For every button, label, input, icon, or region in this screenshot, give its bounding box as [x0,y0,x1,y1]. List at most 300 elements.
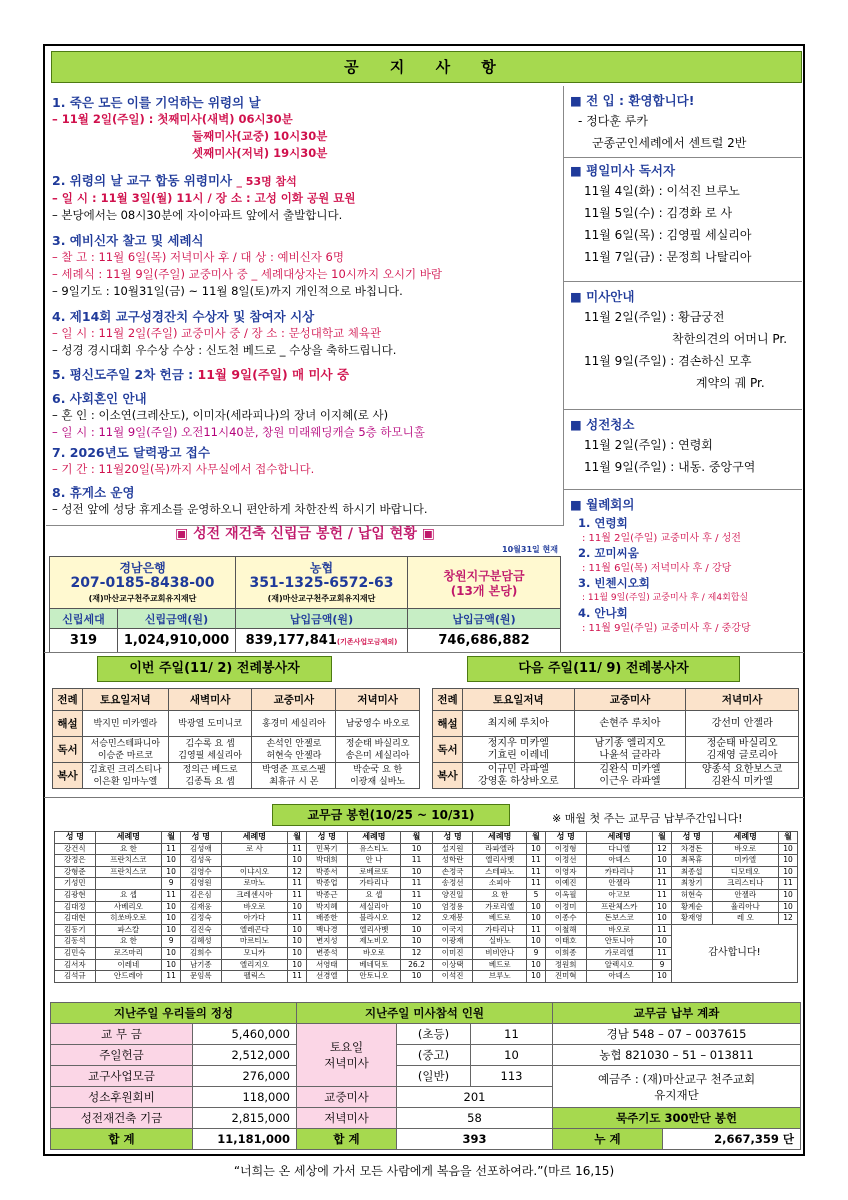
baptism-name: 크리스티나 [712,878,779,890]
baptism-name: 이냐시오 [221,866,288,878]
dues-col-header: 성 명 [432,832,473,844]
attendance-group: (초등) [397,1024,471,1045]
baptism-name: 다니엘 [586,843,653,855]
attendance-count: 58 [397,1108,553,1129]
baptism-name: 크레센시아 [221,889,288,901]
side-line: 11월 9일(주일) : 겸손하신 모후 [584,354,752,368]
dues-col-header: 세례명 [473,832,527,844]
offering-value: 2,815,000 [193,1108,297,1129]
server-row [53,737,420,763]
server-row [433,737,799,763]
baptism-name: 로마노 [221,878,288,890]
attendance-count: 201 [397,1087,553,1108]
finance-table [50,1002,801,1150]
col-header: 전례 [433,689,463,711]
month-count: 10 [653,971,672,983]
member-name: 설지원 [432,843,473,855]
paid-amount-note: (기존사업모금제외) [336,638,398,646]
baptism-name: 사베리오 [95,901,162,913]
dues-col-header: 세례명 [586,832,653,844]
notice-item-8 [52,484,564,518]
notice-line: 셋째미사(저녁) 19시30분 [192,146,328,160]
baptism-name: 안젤라 [586,878,653,890]
member-name: 이정선 [545,855,586,867]
building-fund-table [49,556,561,653]
month-count: 10 [779,855,798,867]
member-name: 강건식 [55,843,96,855]
member-name: 이희종 [545,947,586,959]
month-count: 11 [288,971,307,983]
month-count: 11 [162,843,181,855]
baptism-name: 엘리사벳 [473,855,527,867]
account-holder: (재)마산교구천주교회유지재단 [88,594,197,603]
baptism-name: 요 한 [95,843,162,855]
dues-col-header: 월 [162,832,181,844]
meeting-detail: : 11월 2일(주일) 교중미사 후 / 성전 [582,533,741,544]
member-name: 박종근 [307,889,348,901]
baptism-name: 안토니아 [586,936,653,948]
district-share-cell [408,557,561,609]
account-holder: (재)마산교구천주교회유지재단 [267,594,376,603]
dues-col-header: 성 명 [181,832,222,844]
month-count: 10 [162,901,181,913]
dues-col-header: 월 [653,832,672,844]
offering-value: 276,000 [193,1066,297,1087]
server-names: 박영준 프로스펠 최휴규 시 몬 [252,763,336,789]
member-name: 김서자 [55,959,96,971]
member-name: 변종석 [307,947,348,959]
month-count: 11 [653,866,672,878]
side-line: 11월 2일(주일) : 황금궁전 [584,310,725,324]
role-label: 해설 [433,711,463,737]
baptism-name: 가타리나 [347,878,401,890]
account-number: 351-1325-6572-63 [249,575,394,591]
monthly-meeting-section [564,490,802,652]
month-count: 11 [401,889,433,901]
member-name: 김영수 [181,866,222,878]
dues-col-header: 성 명 [545,832,586,844]
month-count: 10 [162,924,181,936]
baptism-name: 소피아 [473,878,527,890]
server-row [53,763,420,789]
month-count: 12 [401,913,433,925]
member-name: 송정선 [432,878,473,890]
server-names: 양종석 요한보스코 김완식 미카엘 [686,763,799,789]
col-header: 저녁미사 [336,689,420,711]
notice-item-3 [52,232,564,300]
baptism-name: 라파엘라 [473,843,527,855]
dues-col-header: 월 [288,832,307,844]
offering-value: 5,460,000 [193,1024,297,1045]
member-name: 김정숙 [181,913,222,925]
section-heading: ■ 전 입 : 환영합니다! [570,93,695,108]
notice-line: – 일 시 : 11월 9일(주일) 오전11시40분, 창원 미래웨딩캐슬 5층 하모니홀 [52,425,425,439]
month-count: 10 [288,959,307,971]
role-label: 복사 [433,763,463,789]
attendance-total-value: 393 [397,1129,553,1150]
month-count: 10 [527,959,546,971]
member-name: 김진숙 [181,924,222,936]
baptism-name: 아녜스 [586,971,653,983]
baptism-name: 로베르또 [347,866,401,878]
server-row [53,711,420,737]
month-count: 11 [653,889,672,901]
baptism-name: 마르티노 [221,936,288,948]
col-header: 교중미사 [252,689,336,711]
baptism-name: 바오로 [586,924,653,936]
side-line: 착한의견의 어머니 Pr. [672,332,788,346]
notice-line: – 기 간 : 11월20일(목)까지 사무실에서 접수합니다. [52,462,315,476]
dues-col-header: 성 명 [55,832,96,844]
role-label: 복사 [53,763,83,789]
baptism-name: 로즈마리 [95,947,162,959]
baptism-name: 안 나 [347,855,401,867]
month-count: 9 [527,947,546,959]
member-name: 서영태 [307,959,348,971]
attendance-title: 지난주일 미사참석 인원 [297,1003,553,1024]
member-name: 진미혁 [545,971,586,983]
dues-col-header: 세례명 [712,832,779,844]
month-count: 10 [653,901,672,913]
notice-item-1 [52,94,564,162]
server-names: 김수록 요 셉 김영필 세실리아 [168,737,252,763]
baptism-name: 프란치스코 [95,866,162,878]
attendance-count: 113 [471,1066,553,1087]
section-heading: ■ 성전청소 [570,417,635,432]
weekday-readers-section [564,158,802,282]
month-count: 11 [653,878,672,890]
month-count: 10 [162,959,181,971]
dues-col-header: 성 명 [671,832,712,844]
notice-line: – 혼 인 : 이소연(크레산도), 이미자(세라피나)의 장녀 이지혜(로 사) [52,408,389,422]
member-name: 박대희 [307,855,348,867]
month-count: 10 [401,924,433,936]
member-name: 강정은 [55,855,96,867]
dues-note: ※ 매월 첫 주는 교무금 납부주간입니다! [552,812,743,825]
attendance-group: (일반) [397,1066,471,1087]
month-count: 10 [779,901,798,913]
offering-value: 2,512,000 [193,1045,297,1066]
col-header: 교중미사 [574,689,686,711]
member-name: 황계순 [671,901,712,913]
member-name: 김동석 [55,936,96,948]
month-count: 10 [401,936,433,948]
month-count: 11 [779,878,798,890]
month-count: 10 [653,936,672,948]
attendance-count: 11 [471,1024,553,1045]
month-count: 11 [527,924,546,936]
side-line: 11월 4일(화) : 이석진 브루노 [584,184,740,198]
notice-heading-tail: _ 53명 참석 [236,175,297,188]
notice-heading: 2. 위령의 날 교구 합동 위령미사 [52,173,233,188]
offering-title: 지난주일 우리들의 정성 [51,1003,297,1024]
baptism-name: 브루노 [473,971,527,983]
server-names: 정지우 미카엘 기효린 이레네 [462,737,574,763]
member-name: 최창기 [671,878,712,890]
member-name: 이미진 [432,947,473,959]
notice-heading: 3. 예비신자 찰고 및 세례식 [52,233,204,248]
offering-label: 교구사업모금 [51,1066,193,1087]
month-count: 11 [288,843,307,855]
member-name: 배종한 [307,913,348,925]
col-header: 저녁미사 [686,689,799,711]
member-name: 박지혜 [307,901,348,913]
server-names: 박광열 도미니코 [168,711,252,737]
month-count: 10 [288,947,307,959]
attendance-count: 10 [471,1045,553,1066]
month-count: 5 [527,889,546,901]
member-name: 김광현 [55,889,96,901]
rosary-title: 묵주기도 300만단 봉헌 [553,1108,801,1129]
side-line: 11월 6일(목) : 김영필 세실리아 [584,228,752,242]
offering-value: 118,000 [193,1087,297,1108]
member-name: 선경엘 [307,971,348,983]
notice-heading: 7. 2026년도 달력광고 접수 [52,445,210,460]
server-names: 정순태 바실리오 송은미 세실리아 [336,737,420,763]
household-count: 319 [50,629,118,653]
baptism-name: 요 한 [473,889,527,901]
member-name: 최복휴 [671,855,712,867]
month-count: 10 [527,901,546,913]
notice-heading: 8. 휴게소 운영 [52,485,135,500]
member-name: 이국지 [432,924,473,936]
baptism-name: 가로리엘 [586,947,653,959]
side-line: - 정다훈 루카 [578,114,648,128]
notice-item-7 [52,444,564,478]
month-count: 11 [162,971,181,983]
member-name: 허현숙 [671,889,712,901]
baptism-name [95,878,162,890]
notice-section [46,86,564,526]
moving-in-section [564,86,802,158]
baptism-name: 세실리아 [347,901,401,913]
month-count: 9 [162,936,181,948]
notice-line: – 9일기도 : 10월31일(금) ~ 11월 8일(토)까지 개인적으로 바칩니다. [52,284,403,298]
notice-line: – 찰 고 : 11월 6일(목) 저녁미사 후 / 대 상 : 예비신자 6명 [52,250,344,264]
member-name: 문임록 [181,971,222,983]
member-name: 기성민 [55,878,96,890]
server-names: 홍경미 세실리아 [252,711,336,737]
next-week-servers-title: 다음 주일(11/ 9) 전례봉사자 [467,656,740,682]
baptism-name: 히쏘바오로 [95,913,162,925]
member-name: 엄정용 [432,901,473,913]
baptism-name: 제노비오 [347,936,401,948]
month-count: 11 [288,878,307,890]
month-count: 11 [653,924,672,936]
col-header: 납입금액(원) [408,609,561,629]
notice-line: – 일 시 : 11월 2일(주일) 교중미사 중 / 장 소 : 문성대학교 체육관 [52,326,382,340]
baptism-name: 요 셉 [95,889,162,901]
member-name: 오재봉 [432,913,473,925]
notice-heading: 5. 평신도주일 2차 헌금 : [52,367,194,382]
bank-name: 경남은행 [119,561,166,575]
member-name: 민복기 [307,843,348,855]
baptism-name: 베드로 [473,913,527,925]
month-count: 10 [288,901,307,913]
notice-item-2 [52,172,564,224]
member-name: 이태호 [545,936,586,948]
server-names: 정의근 베드로 김종특 요 셉 [168,763,252,789]
dues-row [55,924,798,936]
attendance-label: 교중미사 [297,1087,397,1108]
server-names: 서승민스테파니아 이승준 마르코 [82,737,168,763]
month-count: 12 [401,947,433,959]
baptism-name: 바오로 [712,843,779,855]
notice-heading: 1. 죽은 모든 이를 기억하는 위령의 날 [52,95,261,110]
notice-line: – 일 시 : 11월 3일(월) 11시 / 장 소 : 고성 이화 공원 묘원 [52,191,356,205]
dues-col-header: 세례명 [95,832,162,844]
next-week-servers-table [432,688,799,789]
month-count: 10 [162,866,181,878]
member-name: 이상택 [432,959,473,971]
meeting-name: 1. 연령회 [578,516,628,530]
month-count: 10 [779,889,798,901]
server-names: 박지민 미카엘라 [82,711,168,737]
baptism-name: 비비안나 [473,947,527,959]
baptism-name: 요 셉 [347,889,401,901]
member-name: 손정국 [432,866,473,878]
notice-line: – 성경 경시대회 우수상 수상 : 신도천 베드로 _ 수상을 축하드립니다. [52,343,397,357]
role-label: 해설 [53,711,83,737]
dues-table [54,831,798,983]
rosary-total-label: 누 계 [553,1129,663,1150]
account-line: 농협 821030 – 51 – 013811 [553,1045,801,1066]
baptism-name: 모니카 [221,947,288,959]
bank-account-cell [50,557,236,609]
baptism-name: 이레네 [95,959,162,971]
member-name: 박종업 [307,878,348,890]
role-label: 독서 [53,737,83,763]
member-name: 이정형 [545,843,586,855]
member-name: 이예진 [545,878,586,890]
district-paid-amount: 746,686,882 [408,629,561,653]
member-name: 백나경 [307,924,348,936]
attendance-group: (중고) [397,1045,471,1066]
month-count: 10 [779,843,798,855]
month-count: 10 [527,971,546,983]
month-count: 12 [288,866,307,878]
month-count: 10 [527,843,546,855]
member-name: 이광재 [432,936,473,948]
member-name: 김혜성 [181,936,222,948]
baptism-name: 프란체스카 [586,901,653,913]
baptism-name: 유스티노 [347,843,401,855]
server-names: 정순태 바실리오 김재영 글로리아 [686,737,799,763]
baptism-name: 돈보스코 [586,913,653,925]
mass-info-section [564,282,802,410]
notice-line: – 성전 앞에 성당 휴게소를 운영하오니 편안하게 차한잔씩 하시기 바랍니다. [52,502,428,516]
baptism-name: 안토니오 [347,971,401,983]
section-heading: ■ 월례회의 [570,497,635,512]
side-line: 11월 9일(주일) : 내동. 중앙구역 [584,460,756,474]
paid-amount: 839,177,841(기존사업모금제외) [236,629,408,653]
notice-line: – 세례식 : 11월 9일(주일) 교중미사 중 _ 세례대상자는 10시까지 오시기 바람 [52,267,442,281]
month-count: 10 [162,947,181,959]
dues-row [55,913,798,925]
baptism-name: 실바노 [473,936,527,948]
server-row [433,711,799,737]
baptism-name: 로 사 [221,843,288,855]
col-header: 토요일저녁 [462,689,574,711]
member-name: 김대현 [55,913,96,925]
cleaning-section [564,410,802,490]
baptism-name: 안드레아 [95,971,162,983]
baptism-name: 엘리사벳 [347,924,401,936]
pledged-amount: 1,024,910,000 [118,629,236,653]
month-count: 11 [288,889,307,901]
server-row [433,763,799,789]
dues-title: 교무금 봉헌(10/25 ~ 10/31) [272,804,510,826]
baptism-name: 아녜스 [586,855,653,867]
attendance-label: 저녁미사 [297,1108,397,1129]
dues-row [55,843,798,855]
offering-total-label: 합 계 [51,1129,193,1150]
server-names: 손석인 안젤로 허현숙 안젤라 [252,737,336,763]
meeting-detail: : 11월 9일(주일) 교중미사 후 / 제4회합실 [582,593,749,603]
member-name: 이철해 [545,924,586,936]
col-header: 새벽미사 [168,689,252,711]
offering-label: 성소후원회비 [51,1087,193,1108]
server-names: 강선미 안젤라 [686,711,799,737]
month-count: 12 [653,843,672,855]
baptism-name: 디모테오 [712,866,779,878]
server-names: 남궁영수 바오로 [336,711,420,737]
baptism-name: 가로리엘 [473,901,527,913]
dues-col-header: 월 [527,832,546,844]
month-count: 11 [527,855,546,867]
notice-line: – 본당에서는 08시30분에 자이아파트 앞에서 출발합니다. [52,208,343,222]
month-count: 11 [527,878,546,890]
month-count: 10 [162,913,181,925]
baptism-name: 카타리나 [586,866,653,878]
col-header: 납입금액(원) [236,609,408,629]
baptism-name: 가타리나 [473,924,527,936]
month-count: 10 [653,855,672,867]
dues-row [55,889,798,901]
member-name: 이영자 [545,866,586,878]
member-name: 김은심 [181,889,222,901]
server-names: 손현주 루치아 [574,711,686,737]
member-name: 김성애 [181,843,222,855]
notice-line: – 11월 2일(주일) : 첫째미사(새벽) 06시30분 [52,112,293,126]
baptism-name: 베드로 [473,959,527,971]
month-count: 11 [162,889,181,901]
section-heading: ■ 미사안내 [570,289,635,304]
baptism-name: 엘레곤다 [221,924,288,936]
this-week-servers-table [52,688,420,789]
server-names: 최지혜 루치아 [462,711,574,737]
server-names: 김완식 미카엘 이근우 라파엘 [574,763,686,789]
dues-header-row [55,832,798,844]
member-name: 남기종 [181,959,222,971]
side-line: 11월 2일(주일) : 연령회 [584,438,713,452]
dues-row [55,878,798,890]
member-name: 최종섭 [671,866,712,878]
account-title: 교무금 납부 계좌 [553,1003,801,1024]
building-fund-section [46,518,564,652]
account-depositor: 예금주 : (재)마산교구 천주교회 유지재단 [553,1066,801,1108]
baptism-name: 알렉시오 [586,959,653,971]
member-name: 박종서 [307,866,348,878]
month-count: 10 [401,971,433,983]
member-name: 김영원 [181,878,222,890]
account-number: 207-0185-8438-00 [70,575,215,591]
member-name: 김희수 [181,947,222,959]
district-share-label: 창원지구분담금 [443,568,525,583]
col-header: 신립세대 [50,609,118,629]
baptism-name: 스테파노 [473,866,527,878]
building-fund-title: ▣ 성전 재건축 신립금 봉헌 / 납입 현황 ▣ [175,526,435,542]
